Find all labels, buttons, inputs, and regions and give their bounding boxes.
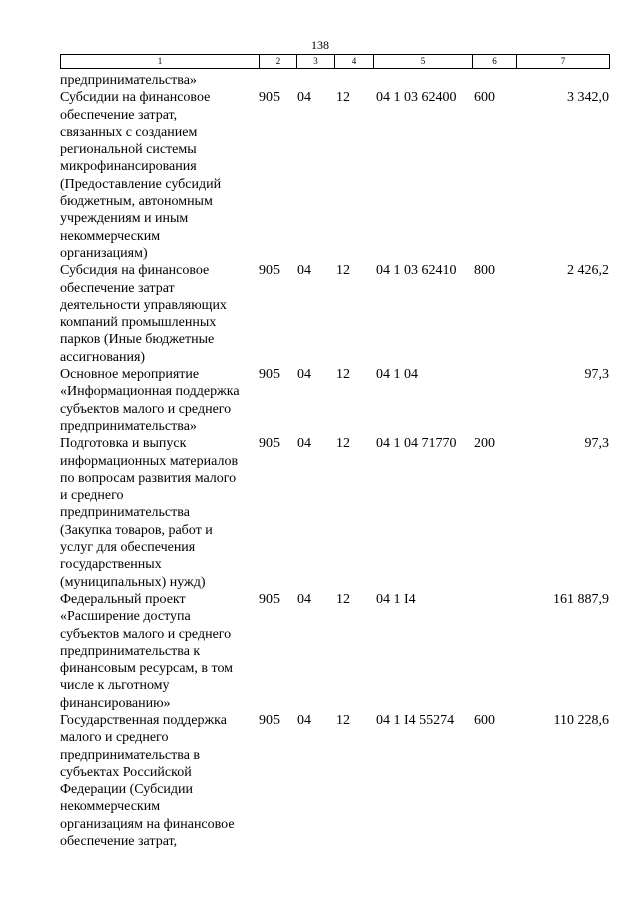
table-row — [60, 366, 620, 435]
row-expense-type: 200 — [474, 436, 495, 452]
row-amount: 97,3 — [584, 436, 609, 452]
row-subsection-code: 12 — [336, 90, 350, 106]
row-section-code: 04 — [297, 436, 311, 452]
row-target-article: 04 1 I4 — [376, 591, 416, 607]
row-subsection-code: 12 — [336, 591, 350, 607]
table-row — [60, 712, 620, 850]
table-row — [60, 72, 620, 89]
row-expense-type: 600 — [474, 712, 495, 728]
row-amount: 161 887,9 — [553, 591, 609, 607]
row-ministry-code: 905 — [259, 90, 280, 106]
row-subsection-code: 12 — [336, 263, 350, 279]
row-name: Государственная поддержка малого и среднего предпринимательства в субъектах Российской Федерации (Субсидии некоммерческим организациям на финансовое обеспечение затрат, — [60, 712, 235, 850]
row-amount: 3 342,0 — [567, 90, 609, 106]
row-name: Федеральный проект «Расширение доступа субъектов малого и среднего предпринимательства к финансовым ресурсам, в том числе к льготному финансированию» — [60, 591, 234, 711]
row-amount: 2 426,2 — [567, 263, 609, 279]
budget-table-body — [60, 72, 620, 850]
row-target-article: 04 1 03 62410 — [376, 263, 457, 279]
row-ministry-code: 905 — [259, 591, 280, 607]
row-ministry-code: 905 — [259, 712, 280, 728]
table-row — [60, 89, 620, 262]
row-section-code: 04 — [297, 712, 311, 728]
row-section-code: 04 — [297, 263, 311, 279]
row-name: Основное мероприятие «Информационная поддержка субъектов малого и среднего предпринимательства» — [60, 367, 240, 434]
row-ministry-code: 905 — [259, 263, 280, 279]
row-name: предпринимательства» — [60, 73, 197, 88]
row-section-code: 04 — [297, 90, 311, 106]
row-section-code: 04 — [297, 367, 311, 383]
row-amount: 97,3 — [584, 367, 609, 383]
row-name: Подготовка и выпуск информационных материалов по вопросам развития малого и среднего предпринимательства (Закупка товаров, работ и услуг для обеспечения государственных (муниципальных) нужд) — [60, 436, 239, 590]
row-expense-type: 800 — [474, 263, 495, 279]
row-ministry-code: 905 — [259, 436, 280, 452]
row-target-article: 04 1 03 62400 — [376, 90, 457, 106]
column-header-5: 5 — [374, 55, 473, 69]
row-name: Субсидии на финансовое обеспечение затрат, связанных с созданием региональной системы микрофинансирования (Предоставление субсидий бюджетным, автономным учреждениям и иным некоммерческим организациям) — [60, 90, 222, 261]
column-header-1: 1 — [61, 55, 260, 69]
row-name: Субсидия на финансовое обеспечение затрат деятельности управляющих компаний промышленных парков (Иные бюджетные ассигнования) — [60, 263, 227, 365]
row-ministry-code: 905 — [259, 367, 280, 383]
row-target-article: 04 1 04 71770 — [376, 436, 457, 452]
column-header-7: 7 — [517, 55, 610, 69]
row-subsection-code: 12 — [336, 712, 350, 728]
row-amount: 110 228,6 — [553, 712, 609, 728]
row-target-article: 04 1 I4 55274 — [376, 712, 455, 728]
column-header-row — [61, 55, 610, 69]
row-subsection-code: 12 — [336, 436, 350, 452]
column-header-3: 3 — [297, 55, 335, 69]
row-section-code: 04 — [297, 591, 311, 607]
table-row — [60, 591, 620, 712]
row-expense-type: 600 — [474, 90, 495, 106]
column-header-4: 4 — [335, 55, 374, 69]
table-row — [60, 262, 620, 366]
row-subsection-code: 12 — [336, 367, 350, 383]
page-number: 138 — [311, 38, 329, 52]
row-target-article: 04 1 04 — [376, 367, 418, 383]
column-header-2: 2 — [260, 55, 297, 69]
table-row — [60, 435, 620, 591]
column-header-6: 6 — [473, 55, 517, 69]
column-header-table — [60, 54, 610, 69]
